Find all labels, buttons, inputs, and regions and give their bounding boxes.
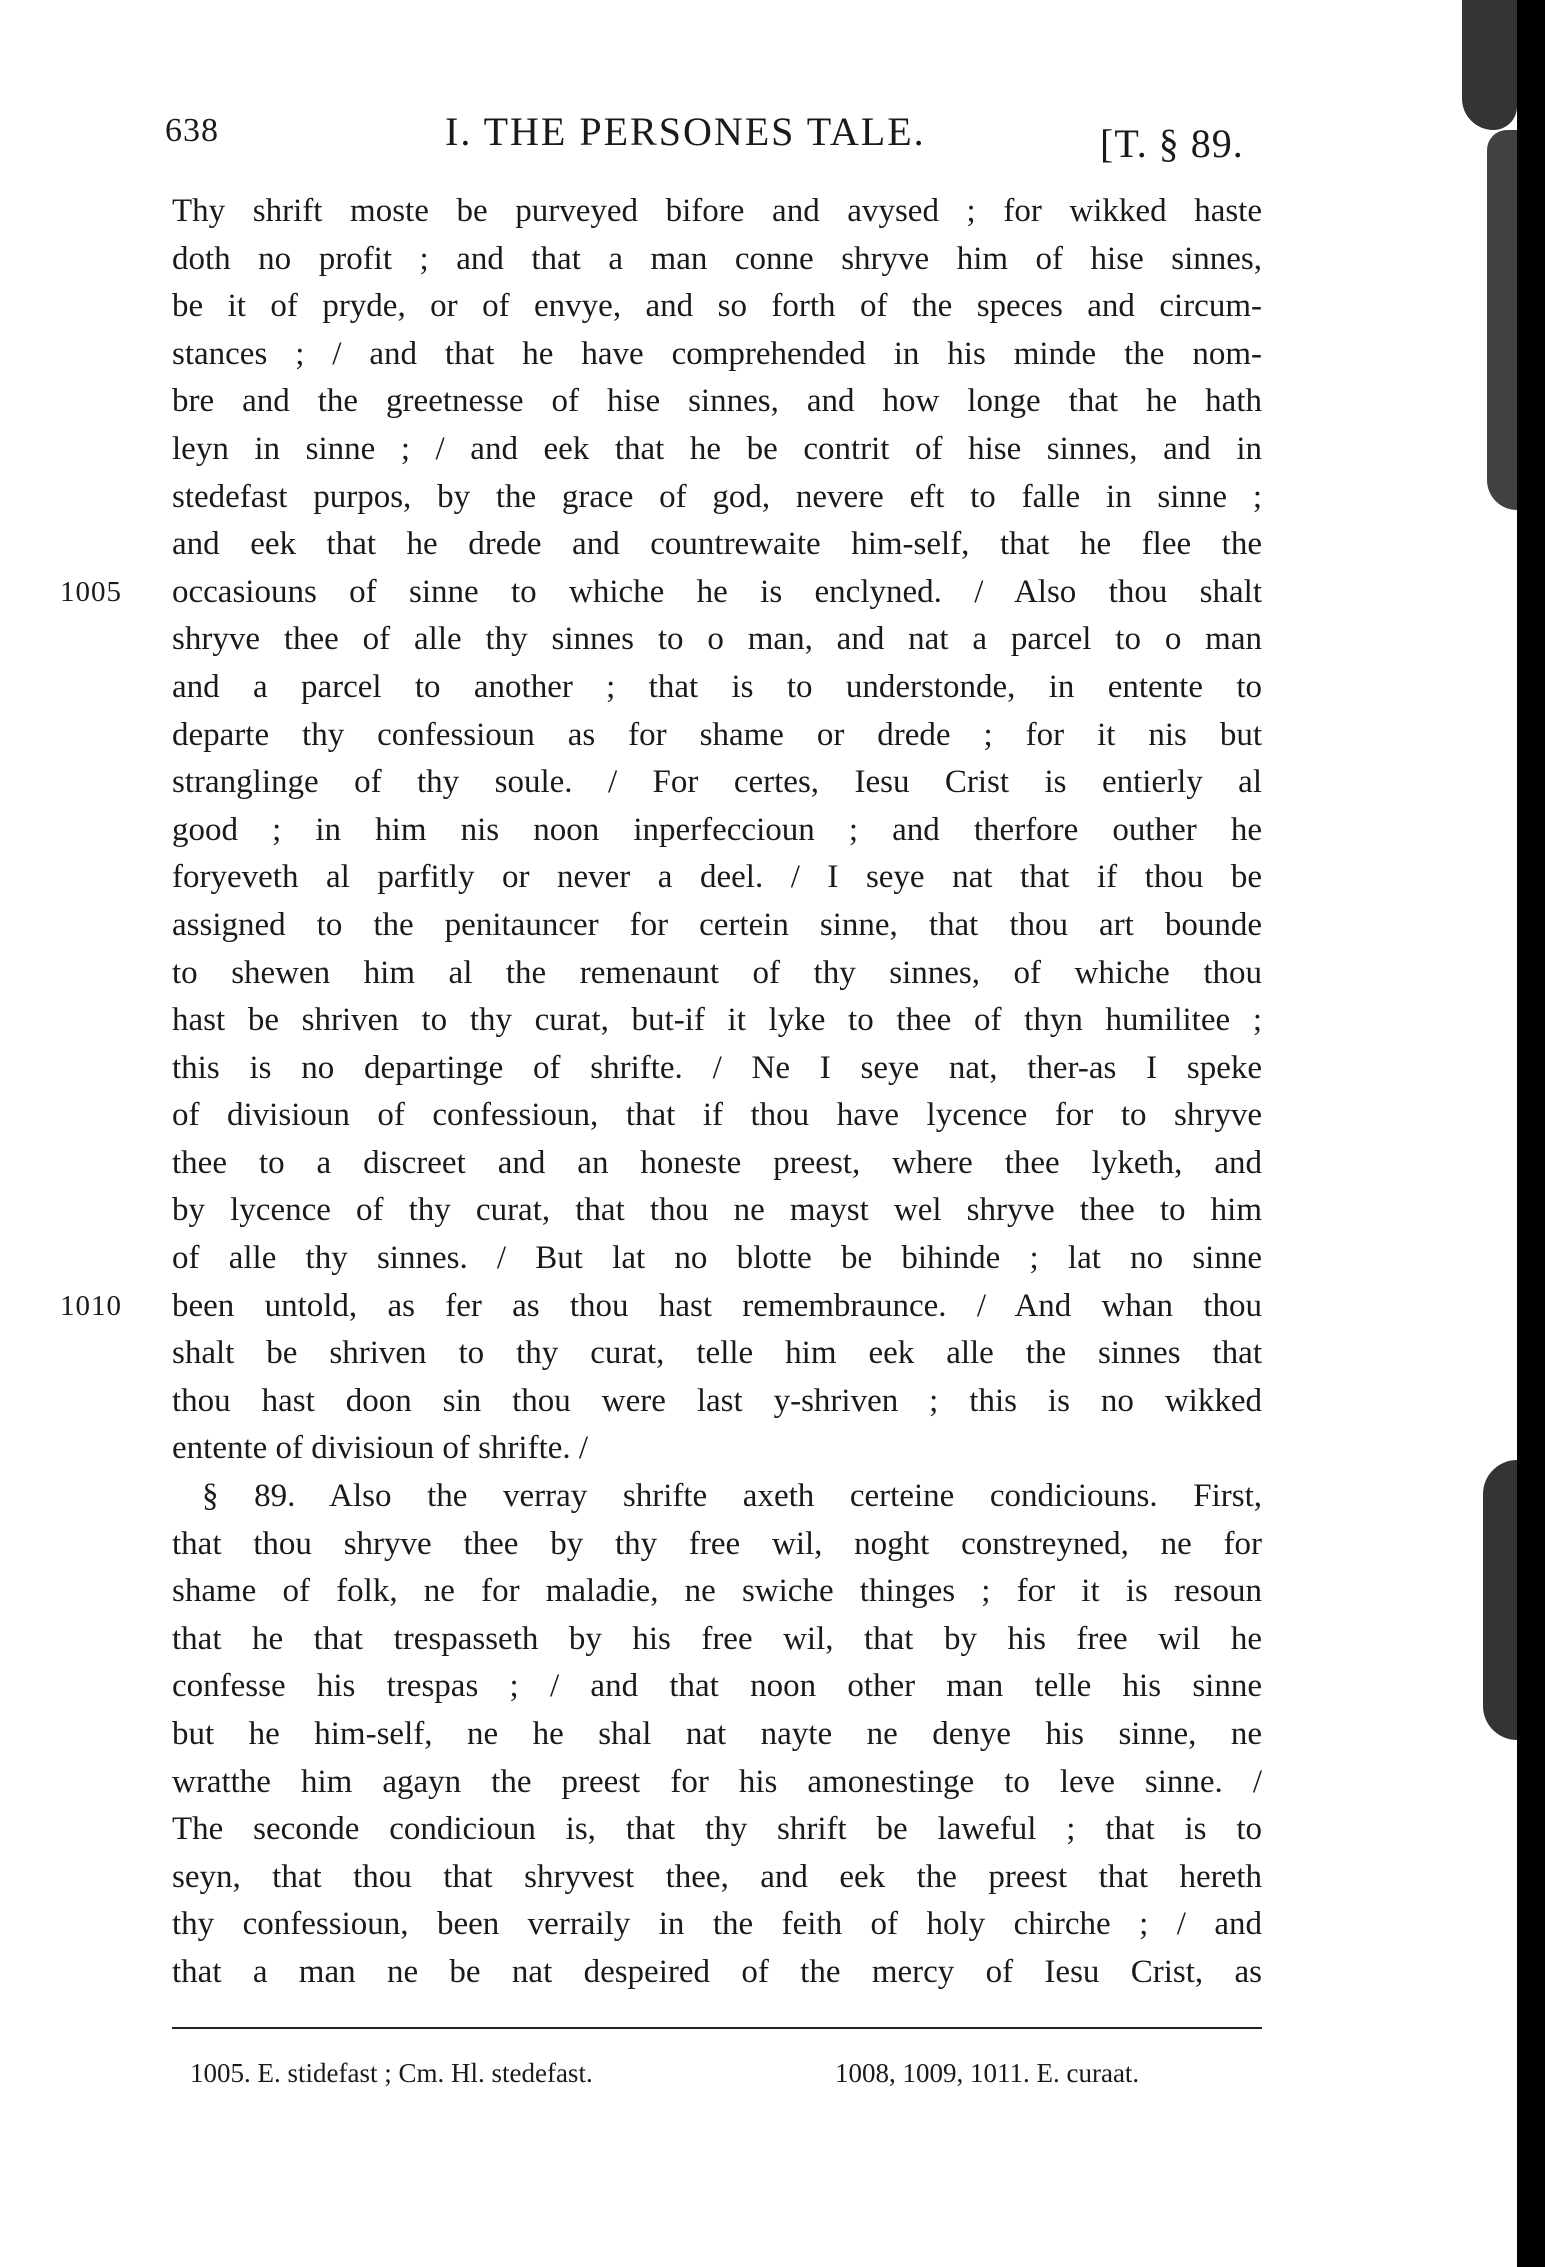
line-text: of alle thy sinnes. / But lat no blotte be bihinde ; lat no sinne — [172, 1240, 1262, 1277]
body-text — [60, 188, 1262, 1997]
text-line — [172, 1378, 1262, 1426]
text-line — [172, 1330, 1262, 1378]
footnote-1005: 1005. E. stidefast ; Cm. Hl. stedefast. — [190, 2058, 593, 2088]
line-text: doth no profit ; and that a man conne shryve him of hise sinnes, — [172, 240, 1262, 277]
line-text: wratthe him agayn the preest for his amonestinge to leve sinne. / — [172, 1763, 1262, 1800]
text-line — [172, 1711, 1262, 1759]
text-line — [172, 426, 1262, 474]
text-line — [172, 378, 1262, 426]
text-line — [172, 1901, 1262, 1949]
text-line — [60, 1283, 1262, 1331]
line-text: assigned to the penitauncer for certein sinne, that thou art bounde — [172, 906, 1262, 943]
line-text: shame of folk, ne for maladie, ne swiche thinges ; for it is resoun — [172, 1573, 1262, 1610]
text-line — [172, 521, 1262, 569]
line-text: foryeveth al parfitly or never a deel. / I seye nat that if thou be — [172, 859, 1262, 896]
text-line — [172, 331, 1262, 379]
text-line — [172, 616, 1262, 664]
scan-binding-edge — [1517, 0, 1545, 2267]
line-text: that a man ne be nat despeired of the mercy of Iesu Crist, as — [172, 1953, 1262, 1990]
section-reference: [T. § 89. — [1100, 121, 1244, 166]
line-text: shryve thee of alle thy sinnes to o man, and nat a parcel to o man — [172, 621, 1262, 658]
text-line — [172, 1045, 1262, 1093]
text-line — [172, 997, 1262, 1045]
text-line — [172, 1187, 1262, 1235]
line-text: that he that trespasseth by his free wil, that by his free wil he — [172, 1620, 1262, 1657]
text-line — [172, 664, 1262, 712]
line-text: been untold, as fer as thou hast remembraunce. / And whan thou — [172, 1287, 1262, 1324]
line-text: leyn in sinne ; / and eek that he be contrit of hise sinnes, and in — [172, 430, 1262, 467]
line-text: stedefast purpos, by the grace of god, nevere eft to falle in sinne ; — [172, 478, 1262, 515]
text-line — [172, 474, 1262, 522]
line-text: and eek that he drede and countrewaite him-self, that he flee the — [172, 526, 1262, 563]
text-line — [172, 902, 1262, 950]
text-line — [172, 283, 1262, 331]
text-line — [172, 1235, 1262, 1283]
line-number: 1010 — [60, 1289, 122, 1322]
line-text: seyn, that thou that shryvest thee, and eek the preest that hereth — [172, 1858, 1262, 1895]
text-line — [172, 236, 1262, 284]
text-line — [172, 188, 1262, 236]
line-text: that thou shryve thee by thy free wil, noght constreyned, ne for — [172, 1525, 1262, 1562]
text-line — [172, 1425, 1262, 1473]
text-line — [172, 1616, 1262, 1664]
text-line — [172, 1140, 1262, 1188]
line-text: hast be shriven to thy curat, but-if it lyke to thee of thyn humilitee ; — [172, 1002, 1262, 1039]
footnote-1008-1011: 1008, 1009, 1011. E. curaat. — [835, 2058, 1140, 2088]
line-text: this is no departinge of shrifte. / Ne I seye nat, ther-as I speke — [172, 1049, 1262, 1086]
line-text: thee to a discreet and an honeste preest, where thee lyketh, and — [172, 1144, 1262, 1181]
text-line — [172, 1473, 1262, 1521]
text-line — [172, 1854, 1262, 1902]
line-text: entente of divisioun of shrifte. / — [172, 1430, 589, 1467]
text-line — [172, 807, 1262, 855]
line-text: bre and the greetnesse of hise sinnes, and how longe that he hath — [172, 383, 1262, 420]
text-line — [172, 1521, 1262, 1569]
text-line — [172, 759, 1262, 807]
text-line — [172, 1806, 1262, 1854]
line-number: 1005 — [60, 575, 122, 608]
text-line — [172, 1663, 1262, 1711]
text-line — [172, 1092, 1262, 1140]
page-title: I. THE PERSONES TALE. — [445, 109, 926, 154]
text-line — [172, 1759, 1262, 1807]
text-line — [172, 1568, 1262, 1616]
footnote-rule — [172, 2027, 1262, 2029]
line-text: thou hast doon sin thou were last y-shriven ; this is no wikked — [172, 1382, 1262, 1419]
line-text: good ; in him nis noon inperfeccioun ; and therfore outher he — [172, 811, 1262, 848]
line-text: occasiouns of sinne to whiche he is enclyned. / Also thou shalt — [172, 573, 1262, 610]
line-text: confesse his trespas ; / and that noon other man telle his sinne — [172, 1668, 1262, 1705]
line-text: stranglinge of thy soule. / For certes, Iesu Crist is entierly al — [172, 764, 1262, 801]
line-text: to shewen him al the remenaunt of thy sinnes, of whiche thou — [172, 954, 1262, 991]
line-text: be it of pryde, or of envye, and so forth of the speces and circum- — [172, 288, 1262, 325]
text-line — [172, 1949, 1262, 1997]
page-number: 638 — [165, 112, 219, 149]
text-line — [172, 950, 1262, 998]
line-text: stances ; / and that he have comprehended in his minde the nom- — [172, 335, 1262, 372]
line-text: § 89. Also the verray shrifte axeth certeine condiciouns. First, — [202, 1478, 1262, 1515]
text-line — [60, 569, 1262, 617]
line-text: The seconde condicioun is, that thy shrift be laweful ; that is to — [172, 1811, 1262, 1848]
line-text: of divisioun of confessioun, that if thou have lycence for to shryve — [172, 1097, 1262, 1134]
line-text: and a parcel to another ; that is to understonde, in entente to — [172, 668, 1262, 705]
text-line — [172, 854, 1262, 902]
line-text: departe thy confessioun as for shame or drede ; for it nis but — [172, 716, 1262, 753]
line-text: by lycence of thy curat, that thou ne mayst wel shryve thee to him — [172, 1192, 1262, 1229]
scan-smudge-upper — [1487, 130, 1517, 510]
scan-smudge-top — [1462, 0, 1517, 130]
line-text: but he him-self, ne he shal nat nayte ne denye his sinne, ne — [172, 1716, 1262, 1752]
line-text: shalt be shriven to thy curat, telle him eek alle the sinnes that — [172, 1335, 1262, 1372]
line-text: thy confessioun, been verraily in the feith of holy chirche ; / and — [172, 1906, 1262, 1943]
text-line — [172, 712, 1262, 760]
scan-smudge-mid — [1483, 1460, 1517, 1740]
running-header — [165, 108, 1265, 168]
line-text: Thy shrift moste be purveyed bifore and avysed ; for wikked haste — [172, 193, 1262, 229]
